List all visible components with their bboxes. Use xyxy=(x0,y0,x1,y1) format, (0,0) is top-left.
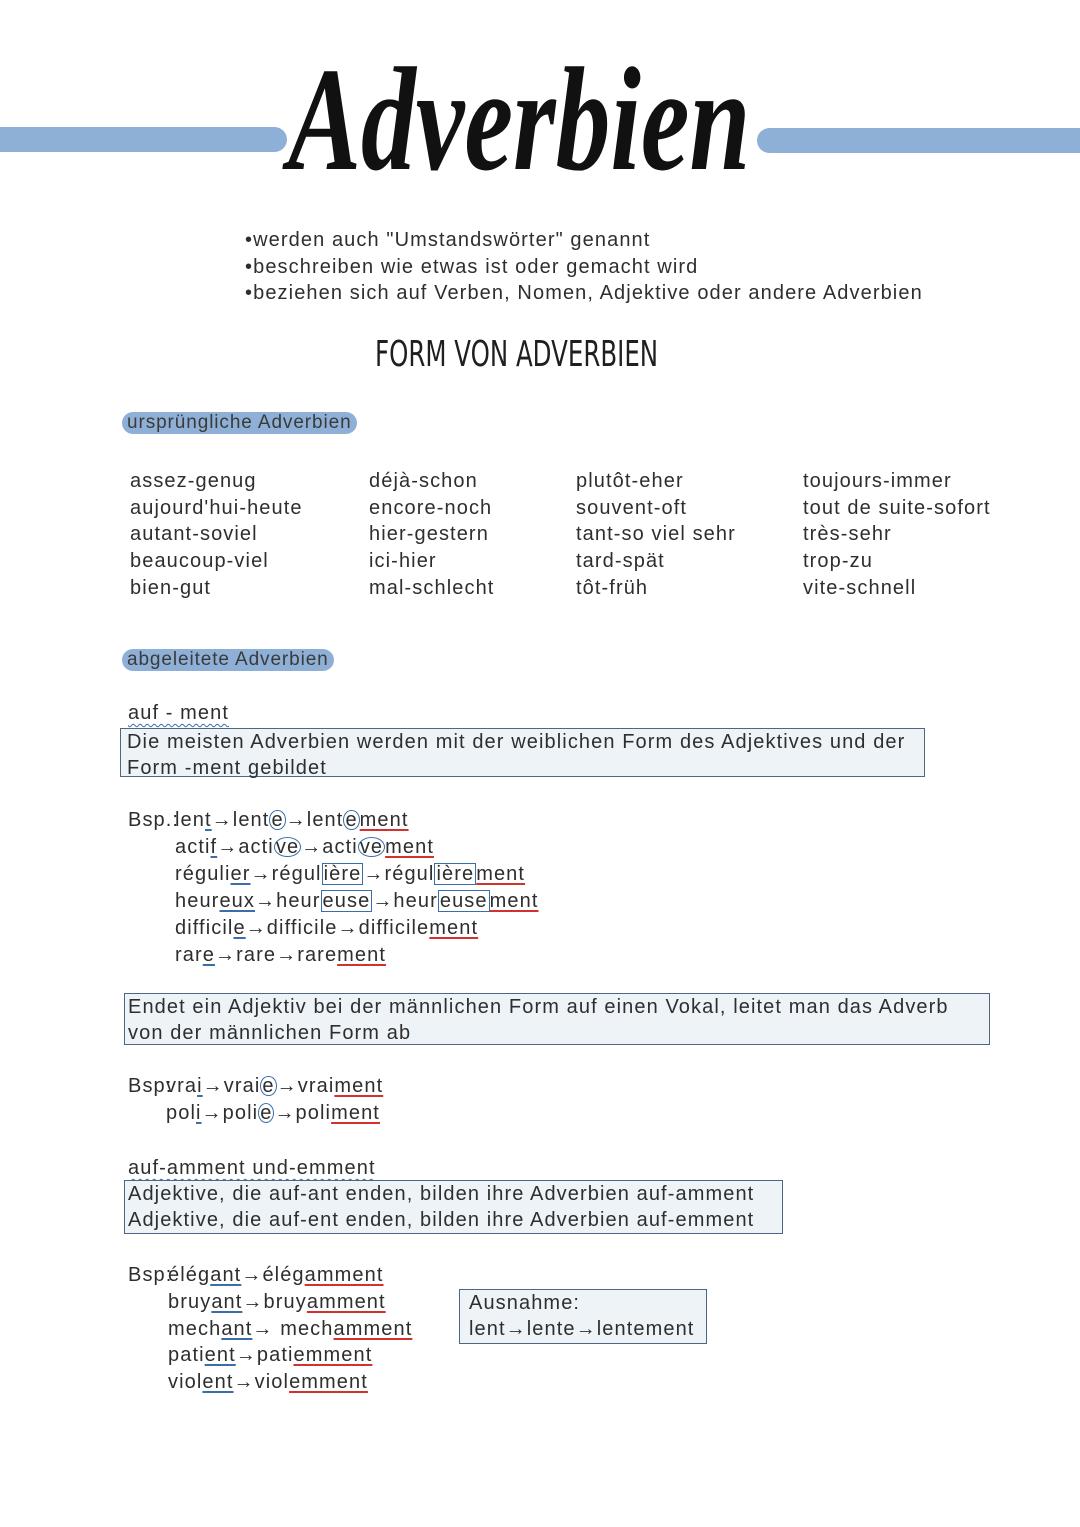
word-pair: très-sehr xyxy=(803,523,892,546)
arrow: → xyxy=(254,890,277,912)
header-bar-left xyxy=(0,127,287,152)
word-stem: difficil xyxy=(358,917,418,939)
adjective-ending: i xyxy=(197,1075,203,1097)
word-pair: plutôt-eher xyxy=(576,470,684,492)
rule-line: Adjektive, die auf-ent enden, bilden ihre Adverbien auf-emment xyxy=(128,1209,755,1231)
example-line xyxy=(166,1073,383,1100)
word-pair: déjà-schon xyxy=(369,470,478,492)
arrow: → xyxy=(235,1344,257,1367)
word-pair: tant-so viel sehr xyxy=(576,523,736,546)
word-pair: tout de suite-sofort xyxy=(803,496,991,519)
word-stem: poli xyxy=(222,1101,259,1124)
word-stem: vrai xyxy=(223,1075,261,1097)
adjective-ending: e xyxy=(202,944,215,966)
header-bar-right xyxy=(757,128,1080,153)
word-pair: mal-schlecht xyxy=(369,576,495,599)
adverb-suffix: amment xyxy=(333,1317,413,1340)
word-stem: élég xyxy=(262,1264,305,1286)
example-line xyxy=(166,1100,383,1127)
adverb-suffix: amment xyxy=(304,1264,384,1286)
word-pair: hier-gestern xyxy=(369,523,489,546)
example-line xyxy=(168,1289,412,1316)
word-stem: régul xyxy=(384,863,435,885)
word-pair: tôt-früh xyxy=(576,576,649,599)
adverb-suffix: ment xyxy=(337,944,387,966)
adverb-suffix: amment xyxy=(306,1290,386,1313)
arrow: → xyxy=(250,863,272,885)
adverb-suffix: ment xyxy=(489,890,539,912)
word-pair: autant-soviel xyxy=(130,523,258,546)
arrow: → xyxy=(214,944,237,966)
word-stem: rar xyxy=(236,944,264,966)
word-stem: mech xyxy=(280,1317,334,1340)
adverb-suffix: ment xyxy=(331,1101,380,1124)
derived-adverbs-label: abgeleitete Adverbien xyxy=(122,649,334,671)
bullet-item: •beziehen sich auf Verben, Nomen, Adjektive oder andere Adverbien xyxy=(245,282,923,304)
word-stem: rar xyxy=(297,944,325,966)
example-line xyxy=(168,1262,412,1289)
example-prefix: Bsp: xyxy=(128,1075,173,1097)
adjective-ending: eux xyxy=(219,890,255,912)
arrow: → xyxy=(285,809,307,831)
feminine-ending: e xyxy=(271,809,284,831)
word-stem: pol xyxy=(166,1101,196,1124)
arrow: → xyxy=(301,836,323,858)
rule-line: Endet ein Adjektiv bei der männlichen Form auf einen Vokal, leitet man das Adverb xyxy=(128,996,949,1018)
adverb-suffix: emment xyxy=(293,1344,373,1367)
feminine-ending: ière xyxy=(323,863,362,885)
adjective-ending: t xyxy=(205,809,212,831)
example-line xyxy=(175,942,539,969)
word-stem: vra xyxy=(166,1075,198,1097)
feminine-ending: e xyxy=(417,917,430,939)
word-pair: encore-noch xyxy=(369,496,493,519)
word-stem: mech xyxy=(168,1317,222,1340)
example-line xyxy=(175,861,539,888)
vowel-examples xyxy=(166,1073,383,1126)
adverb-suffix: ment xyxy=(334,1075,384,1097)
word-stem: régul xyxy=(271,863,322,885)
adjective-ending: ent xyxy=(202,1371,234,1394)
word-stem: lent xyxy=(232,809,270,831)
feminine-ending: e xyxy=(263,944,277,966)
arrow: → xyxy=(217,836,239,858)
adverb-suffix: ment xyxy=(385,836,435,858)
word-column-1 xyxy=(130,468,303,602)
word-stem: bruy xyxy=(168,1290,212,1313)
word-pair: trop-zu xyxy=(803,550,873,573)
ment-rule-box xyxy=(120,728,925,777)
adjective-ending: ant xyxy=(221,1317,253,1340)
adverb-suffix: ment xyxy=(476,863,526,885)
word-stem: élég xyxy=(168,1264,211,1286)
word-stem: réguli xyxy=(175,863,231,885)
page-title: Adverbien xyxy=(288,38,751,202)
word-stem: heur xyxy=(393,890,438,912)
adjective-ending: i xyxy=(196,1101,202,1124)
rule-line: Form -ment gebildet xyxy=(127,757,327,779)
arrow: → xyxy=(372,890,394,912)
word-stem: pati xyxy=(168,1344,205,1367)
bullet-item: •werden auch "Umstandswörter" genannt xyxy=(245,229,651,251)
arrow: → xyxy=(245,917,267,939)
arrow: → xyxy=(211,809,233,831)
example-prefix: Bsp: xyxy=(128,1264,173,1286)
word-stem: poli xyxy=(295,1101,332,1124)
word-stem: lent xyxy=(306,809,344,831)
adjective-ending: er xyxy=(230,863,251,885)
word-stem: bruy xyxy=(263,1290,307,1313)
word-stem: acti xyxy=(238,836,274,858)
example-line xyxy=(168,1342,412,1369)
word-stem: acti xyxy=(322,836,358,858)
arrow: → xyxy=(241,1264,263,1286)
example-prefix: Bsp.: xyxy=(128,809,180,831)
word-column-3 xyxy=(576,468,736,602)
feminine-ending: e xyxy=(260,1101,273,1124)
exception-text: lent→lente→lentement xyxy=(469,1318,695,1340)
bullet-item: •beschreiben wie etwas ist oder gemacht wird xyxy=(245,255,699,278)
word-pair: assez-genug xyxy=(130,470,257,492)
arrow: → xyxy=(276,1075,298,1097)
adjective-ending: ent xyxy=(204,1344,236,1367)
section-heading: FORM VON ADVERBIEN xyxy=(375,334,659,375)
word-stem: difficil xyxy=(175,917,234,939)
feminine-ending: e xyxy=(324,944,338,966)
feminine-ending: e xyxy=(345,809,358,831)
arrow: → xyxy=(337,917,359,939)
word-column-2 xyxy=(369,468,494,602)
adjective-ending: ant xyxy=(210,1264,242,1286)
feminine-ending: ière xyxy=(436,863,475,885)
exception-box xyxy=(459,1289,707,1344)
word-pair: tard-spät xyxy=(576,550,665,573)
arrow: → xyxy=(276,944,298,966)
feminine-ending: e xyxy=(262,1075,275,1097)
adjective-ending: ant xyxy=(211,1290,243,1313)
word-stem: len xyxy=(175,809,205,831)
word-pair: aujourd'hui-heute xyxy=(130,496,303,519)
word-stem: pati xyxy=(256,1344,294,1367)
word-pair: vite-schnell xyxy=(803,576,917,599)
word-stem: rar xyxy=(175,944,203,966)
exception-label: Ausnahme: xyxy=(469,1292,581,1314)
feminine-ending: euse xyxy=(439,890,488,912)
adverb-suffix: ment xyxy=(359,809,409,831)
word-stem: acti xyxy=(175,836,211,858)
word-pair: bien-gut xyxy=(130,576,212,599)
example-line xyxy=(168,1316,412,1343)
word-stem: vrai xyxy=(297,1075,335,1097)
rule-line: Die meisten Adverbien werden mit der weiblichen Form des Adjektives und der xyxy=(127,731,906,753)
example-line xyxy=(175,834,539,861)
adjective-ending: e xyxy=(233,917,246,939)
arrow: → xyxy=(252,1317,281,1340)
ment-heading: auf - ment xyxy=(128,702,230,724)
amment-emment-heading: auf-amment und-emment xyxy=(128,1157,376,1179)
arrow: → xyxy=(363,863,385,885)
amment-rule-box xyxy=(124,1180,783,1234)
amment-examples xyxy=(168,1262,412,1396)
word-pair: beaucoup-viel xyxy=(130,550,269,573)
word-stem: heur xyxy=(276,890,321,912)
arrow: → xyxy=(233,1371,255,1394)
adverb-suffix: ment xyxy=(429,917,479,939)
word-stem: viol xyxy=(254,1371,290,1394)
vowel-rule-box xyxy=(124,993,990,1045)
arrow: → xyxy=(202,1075,224,1097)
example-line xyxy=(175,915,539,942)
arrow: → xyxy=(242,1290,264,1313)
word-pair: toujours-immer xyxy=(803,470,952,492)
arrow: → xyxy=(274,1101,296,1124)
rule-line: Adjektive, die auf-ant enden, bilden ihre Adverbien auf-amment xyxy=(128,1183,755,1205)
word-stem: heur xyxy=(175,890,220,912)
feminine-ending: euse xyxy=(322,890,371,912)
example-line xyxy=(175,888,539,915)
arrow: → xyxy=(201,1101,223,1124)
feminine-ending: ve xyxy=(359,836,384,858)
adverb-suffix: emment xyxy=(289,1371,368,1394)
word-pair: souvent-oft xyxy=(576,496,688,519)
word-column-4 xyxy=(803,468,991,602)
word-stem: difficil xyxy=(266,917,326,939)
ment-examples xyxy=(175,807,539,969)
intro-bullets xyxy=(245,227,923,307)
feminine-ending: e xyxy=(325,917,338,939)
word-pair: ici-hier xyxy=(369,550,437,573)
adjective-ending: f xyxy=(210,836,218,858)
example-line xyxy=(168,1369,412,1396)
word-stem: viol xyxy=(168,1371,203,1394)
example-line xyxy=(175,807,539,834)
feminine-ending: ve xyxy=(275,836,300,858)
original-adverbs-label: ursprüngliche Adverbien xyxy=(122,412,357,434)
rule-line: von der männlichen Form ab xyxy=(128,1022,412,1044)
